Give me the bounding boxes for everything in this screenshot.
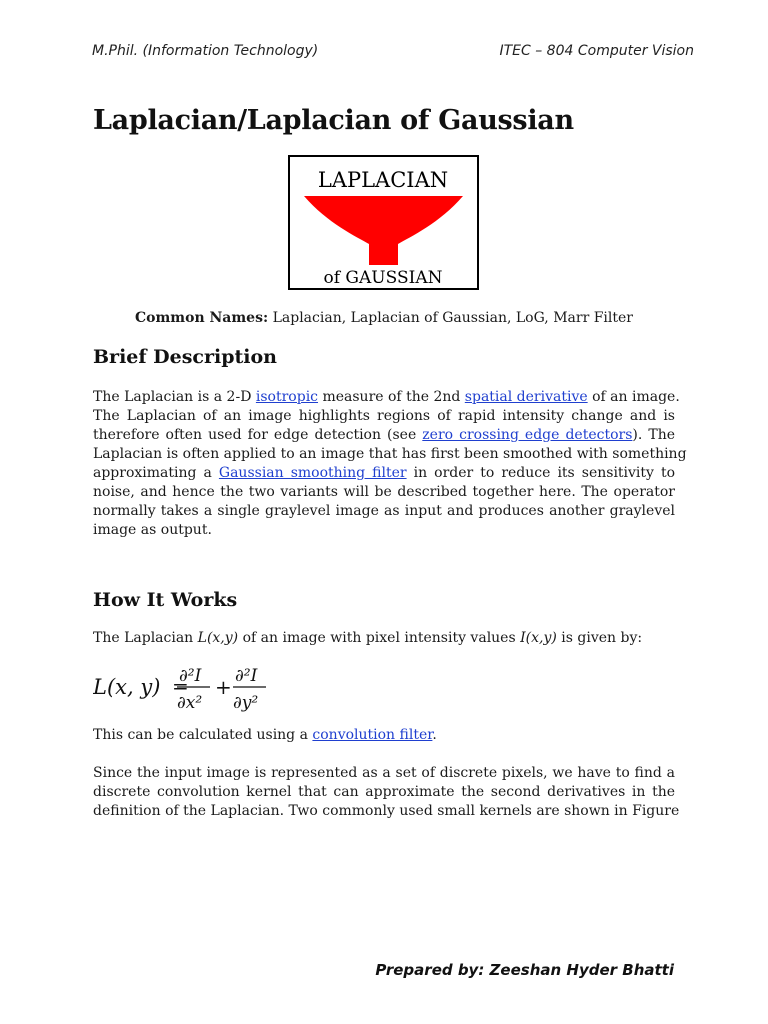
brief-line-2: The Laplacian of an image highlights regions of rapid intensity change and is	[93, 408, 675, 424]
logo-funnel-shape	[304, 196, 463, 265]
common-names-value: Laplacian, Laplacian of Gaussian, LoG, Marr Filter	[272, 310, 633, 326]
convolution-line: This can be calculated using a convolution filter.	[93, 727, 437, 743]
var-ixy: I(x,y)	[520, 630, 557, 646]
brief-line-8: image as output.	[93, 522, 212, 538]
formula-numerator-2: ∂²I	[235, 666, 258, 686]
kernel-line-3: definition of the Laplacian. Two commonly used small kernels are shown in Figure	[93, 803, 680, 819]
kernel-line-1: Since the input image is represented as a set of discrete pixels, we have to find a	[93, 765, 675, 781]
header-subject: ITEC – 804 Computer Vision	[499, 43, 694, 59]
convolution-filter-link[interactable]: convolution filter	[312, 727, 433, 743]
how-it-works-heading: How It Works	[93, 589, 238, 611]
formula-denominator-1: ∂x²	[177, 693, 203, 712]
brief-description-paragraph	[93, 388, 687, 540]
formula-lhs: L(x, y)	[93, 675, 161, 699]
prepared-by-footer: Prepared by: Zeeshan Hyder Bhatti	[375, 961, 674, 979]
brief-line-6: noise, and hence the two variants will be described together here. The operator	[93, 484, 675, 500]
brief-description-heading: Brief Description	[93, 346, 277, 368]
var-lxy: L(x,y)	[197, 630, 239, 646]
common-names-line	[0, 310, 768, 326]
kernel-line-2: discrete convolution kernel that can approximate the second derivatives in the	[93, 784, 675, 800]
logo-top-text: LAPLACIAN	[317, 168, 449, 192]
formula-equals: =	[172, 674, 189, 698]
formula-plus: +	[215, 675, 232, 699]
brief-line-5: approximating a Gaussian smoothing filter in order to reduce its sensitivity to	[93, 465, 676, 481]
logo-bottom-text: of GAUSSIAN	[323, 268, 443, 288]
brief-line-1: The Laplacian is a 2-D isotropic measure of the 2nd spatial derivative of an image.	[93, 389, 680, 405]
page-title: Laplacian/Laplacian of Gaussian	[93, 105, 574, 136]
formula-numerator-1: ∂²I	[179, 666, 202, 686]
laplacian-formula	[93, 660, 293, 716]
gaussian-smoothing-filter-link[interactable]: Gaussian smoothing filter	[218, 465, 407, 481]
common-names-label: Common Names:	[135, 310, 269, 326]
discrete-kernel-paragraph	[93, 764, 680, 821]
isotropic-link[interactable]: isotropic	[255, 389, 319, 405]
brief-line-3: therefore often used for edge detection (see zero crossing edge detectors). The	[93, 427, 675, 443]
formula-denominator-2: ∂y²	[233, 693, 259, 712]
header-course: M.Phil. (Information Technology)	[92, 43, 319, 59]
brief-line-7: normally takes a single graylevel image as input and produces another graylevel	[93, 503, 675, 519]
laplacian-of-gaussian-logo	[288, 155, 479, 290]
zero-crossing-edge-detectors-link[interactable]: zero crossing edge detectors	[422, 427, 633, 443]
laplacian-intro-line: The Laplacian L(x,y) of an image with pixel intensity values I(x,y) is given by:	[93, 630, 643, 646]
brief-line-4: Laplacian is often applied to an image that has first been smoothed with something	[93, 446, 687, 462]
spatial-derivative-link[interactable]: spatial derivative	[464, 389, 588, 405]
